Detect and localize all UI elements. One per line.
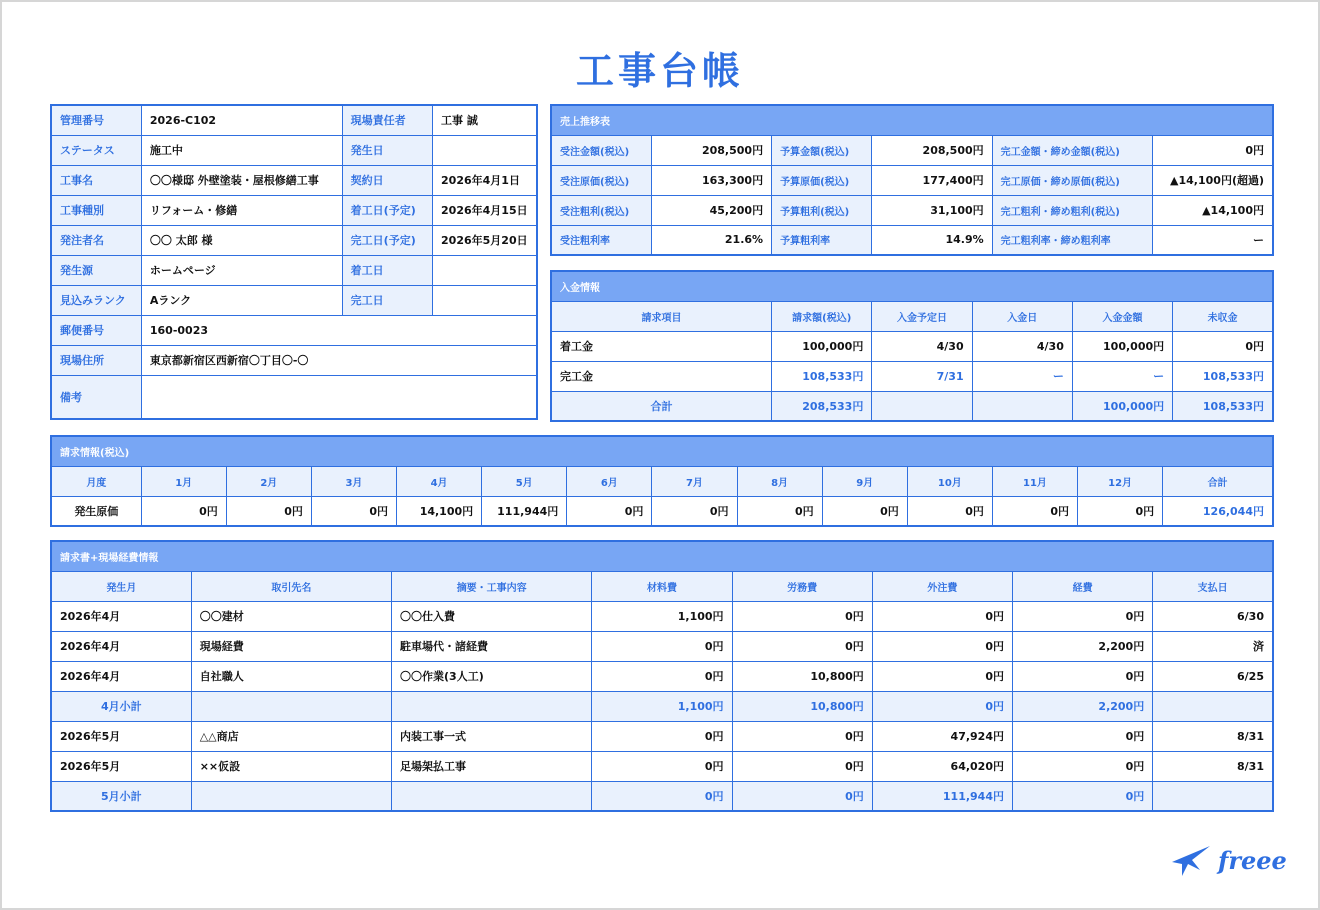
info-value: 工事 誠 bbox=[433, 105, 537, 135]
info-row bbox=[51, 105, 537, 135]
payment-total-cell bbox=[872, 391, 972, 421]
payment-total-row bbox=[551, 391, 1273, 421]
sales-label: 予算粗利(税込) bbox=[772, 195, 872, 225]
expense-cell: 0円 bbox=[592, 751, 732, 781]
info-label: 着工日 bbox=[342, 255, 432, 285]
info-value: 〇〇 太郎 様 bbox=[141, 225, 342, 255]
sales-value: 21.6% bbox=[651, 225, 771, 255]
billing-cell: 111,944円 bbox=[482, 496, 567, 526]
column-header: 材料費 bbox=[592, 571, 732, 601]
expense-cell: 〇〇仕入費 bbox=[392, 601, 592, 631]
expense-cell: 1,100円 bbox=[592, 601, 732, 631]
sales-label: 受注粗利(税込) bbox=[551, 195, 651, 225]
expense-cell: 2026年4月 bbox=[51, 631, 191, 661]
sales-row bbox=[551, 225, 1273, 255]
sales-label: 予算金額(税込) bbox=[772, 135, 872, 165]
expense-cell: 0円 bbox=[1013, 661, 1153, 691]
info-label: 現場責任者 bbox=[342, 105, 432, 135]
expense-cell: 64,020円 bbox=[872, 751, 1012, 781]
info-row bbox=[51, 345, 537, 375]
expense-cell bbox=[1153, 691, 1273, 721]
info-value: 2026年4月1日 bbox=[433, 165, 537, 195]
sales-value: 45,200円 bbox=[651, 195, 771, 225]
expense-cell bbox=[392, 691, 592, 721]
info-row bbox=[51, 225, 537, 255]
payment-cell: 100,000円 bbox=[1072, 331, 1172, 361]
billing-header: 請求情報(税込) bbox=[51, 436, 1273, 466]
info-value bbox=[433, 135, 537, 165]
sales-label: 受注原価(税込) bbox=[551, 165, 651, 195]
sales-value: 31,100円 bbox=[872, 195, 992, 225]
expense-row bbox=[51, 601, 1273, 631]
expense-cell: 0円 bbox=[732, 721, 872, 751]
expenses-column-row bbox=[51, 571, 1273, 601]
sales-value: ▲14,100円(超過) bbox=[1153, 165, 1273, 195]
payment-cell: 0円 bbox=[1173, 331, 1273, 361]
info-value: 2026-C102 bbox=[141, 105, 342, 135]
sales-label: 受注粗利率 bbox=[551, 225, 651, 255]
payment-cell: 108,533円 bbox=[772, 361, 872, 391]
expense-cell: 5月小計 bbox=[51, 781, 191, 811]
sales-label: 完工金額・締め金額(税込) bbox=[992, 135, 1152, 165]
project-info-table bbox=[50, 104, 538, 420]
expense-cell: △△商店 bbox=[191, 721, 391, 751]
sales-label: 完工粗利・締め粗利(税込) bbox=[992, 195, 1152, 225]
expense-cell bbox=[191, 781, 391, 811]
column-header: 6月 bbox=[567, 466, 652, 496]
expense-cell: 6/25 bbox=[1153, 661, 1273, 691]
expense-cell: 2026年5月 bbox=[51, 751, 191, 781]
column-header: 未収金 bbox=[1173, 301, 1273, 331]
expense-cell: 0円 bbox=[1013, 751, 1153, 781]
sales-value: 14.9% bbox=[872, 225, 992, 255]
expense-cell: 0円 bbox=[732, 781, 872, 811]
expense-cell bbox=[1153, 781, 1273, 811]
expense-row bbox=[51, 721, 1273, 751]
expense-cell: 0円 bbox=[872, 631, 1012, 661]
sales-header-row bbox=[551, 105, 1273, 135]
billing-row bbox=[51, 496, 1273, 526]
column-header: 入金日 bbox=[972, 301, 1072, 331]
info-label: 発生日 bbox=[342, 135, 432, 165]
sales-value: ー bbox=[1153, 225, 1273, 255]
column-header: 5月 bbox=[482, 466, 567, 496]
expense-cell: 47,924円 bbox=[872, 721, 1012, 751]
info-label: 発注者名 bbox=[51, 225, 141, 255]
info-value: ホームページ bbox=[141, 255, 342, 285]
sales-value: 208,500円 bbox=[651, 135, 771, 165]
column-header: 支払日 bbox=[1153, 571, 1273, 601]
sales-value: 177,400円 bbox=[872, 165, 992, 195]
expense-cell: 駐車場代・諸経費 bbox=[392, 631, 592, 661]
payment-row bbox=[551, 331, 1273, 361]
payment-total-cell: 108,533円 bbox=[1173, 391, 1273, 421]
expense-cell: 0円 bbox=[732, 601, 872, 631]
column-header: 労務費 bbox=[732, 571, 872, 601]
sales-value: 163,300円 bbox=[651, 165, 771, 195]
column-header: 2月 bbox=[226, 466, 311, 496]
expense-cell: 現場経費 bbox=[191, 631, 391, 661]
billing-cell: 0円 bbox=[992, 496, 1077, 526]
column-header: 3月 bbox=[311, 466, 396, 496]
billing-cell: 0円 bbox=[652, 496, 737, 526]
expense-cell bbox=[191, 691, 391, 721]
payment-cell: 108,533円 bbox=[1173, 361, 1273, 391]
subtotal-row bbox=[51, 781, 1273, 811]
payment-total-cell: 100,000円 bbox=[1072, 391, 1172, 421]
column-header: 10月 bbox=[907, 466, 992, 496]
sales-value: 208,500円 bbox=[872, 135, 992, 165]
expense-row bbox=[51, 661, 1273, 691]
expense-cell: 0円 bbox=[732, 631, 872, 661]
column-header: 入金予定日 bbox=[872, 301, 972, 331]
column-header: 9月 bbox=[822, 466, 907, 496]
info-value: 2026年5月20日 bbox=[433, 225, 537, 255]
expense-cell: 0円 bbox=[1013, 781, 1153, 811]
info-value: リフォーム・修繕 bbox=[141, 195, 342, 225]
billing-header-row bbox=[51, 436, 1273, 466]
sales-label: 完工粗利率・締め粗利率 bbox=[992, 225, 1152, 255]
info-label: 郵便番号 bbox=[51, 315, 141, 345]
sales-value: ▲14,100円 bbox=[1153, 195, 1273, 225]
info-label: 発生源 bbox=[51, 255, 141, 285]
info-row bbox=[51, 315, 537, 345]
expense-cell: 0円 bbox=[592, 781, 732, 811]
info-value: Aランク bbox=[141, 285, 342, 315]
column-header: 7月 bbox=[652, 466, 737, 496]
billing-cell: 0円 bbox=[311, 496, 396, 526]
column-header: 外注費 bbox=[872, 571, 1012, 601]
payment-total-cell: 208,533円 bbox=[772, 391, 872, 421]
expense-cell: 自社職人 bbox=[191, 661, 391, 691]
info-value: 施工中 bbox=[141, 135, 342, 165]
expense-cell: 2026年5月 bbox=[51, 721, 191, 751]
expense-cell: 8/31 bbox=[1153, 721, 1273, 751]
payment-cell: 100,000円 bbox=[772, 331, 872, 361]
info-value: 2026年4月15日 bbox=[433, 195, 537, 225]
billing-cell: 126,044円 bbox=[1163, 496, 1273, 526]
info-row bbox=[51, 195, 537, 225]
expense-cell: 0円 bbox=[732, 751, 872, 781]
column-header: 入金金額 bbox=[1072, 301, 1172, 331]
billing-cell: 0円 bbox=[567, 496, 652, 526]
page-title: 工事台帳 bbox=[575, 49, 744, 93]
billing-column-row bbox=[51, 466, 1273, 496]
payment-cell: 4/30 bbox=[872, 331, 972, 361]
sales-row bbox=[551, 135, 1273, 165]
sales-label: 予算原価(税込) bbox=[772, 165, 872, 195]
payment-header-row bbox=[551, 271, 1273, 301]
column-header: 請求項目 bbox=[551, 301, 772, 331]
info-label: 完工日 bbox=[342, 285, 432, 315]
column-header: 経費 bbox=[1013, 571, 1153, 601]
expense-cell: 0円 bbox=[1013, 721, 1153, 751]
billing-cell: 0円 bbox=[1078, 496, 1163, 526]
expense-cell: 1,100円 bbox=[592, 691, 732, 721]
expense-cell: 足場架払工事 bbox=[392, 751, 592, 781]
info-label: 契約日 bbox=[342, 165, 432, 195]
memo-label: 備考 bbox=[51, 375, 141, 419]
payment-cell: ー bbox=[1072, 361, 1172, 391]
info-label: ステータス bbox=[51, 135, 141, 165]
memo-row bbox=[51, 375, 537, 419]
column-header: 請求額(税込) bbox=[772, 301, 872, 331]
payment-column-row bbox=[551, 301, 1273, 331]
expense-cell: 0円 bbox=[872, 661, 1012, 691]
expense-cell: 0円 bbox=[872, 691, 1012, 721]
billing-cell: 発生原価 bbox=[51, 496, 141, 526]
expense-cell: 0円 bbox=[592, 631, 732, 661]
info-row bbox=[51, 135, 537, 165]
expense-cell: 2026年4月 bbox=[51, 661, 191, 691]
info-label: 完工日(予定) bbox=[342, 225, 432, 255]
info-label: 工事名 bbox=[51, 165, 141, 195]
column-header: 摘要・工事内容 bbox=[392, 571, 592, 601]
expense-cell: 〇〇建材 bbox=[191, 601, 391, 631]
payment-row bbox=[551, 361, 1273, 391]
billing-cell: 0円 bbox=[226, 496, 311, 526]
column-header: 取引先名 bbox=[191, 571, 391, 601]
bird-icon bbox=[1170, 840, 1214, 880]
payment-header: 入金情報 bbox=[551, 271, 1273, 301]
column-header: 4月 bbox=[397, 466, 482, 496]
memo-value bbox=[141, 375, 537, 419]
expense-cell: 10,800円 bbox=[732, 691, 872, 721]
column-header: 合計 bbox=[1163, 466, 1273, 496]
column-header: 12月 bbox=[1078, 466, 1163, 496]
payment-total-cell: 合計 bbox=[551, 391, 772, 421]
expense-cell: 10,800円 bbox=[732, 661, 872, 691]
expense-cell: 4月小計 bbox=[51, 691, 191, 721]
payment-total-cell bbox=[972, 391, 1072, 421]
logo-text: freee bbox=[1218, 845, 1287, 875]
billing-cell: 0円 bbox=[737, 496, 822, 526]
expense-cell: 111,944円 bbox=[872, 781, 1012, 811]
expense-cell: 0円 bbox=[1013, 601, 1153, 631]
info-row bbox=[51, 165, 537, 195]
billing-cell: 0円 bbox=[141, 496, 226, 526]
expense-cell: 0円 bbox=[872, 601, 1012, 631]
billing-cell: 0円 bbox=[907, 496, 992, 526]
info-label: 見込みランク bbox=[51, 285, 141, 315]
expense-cell: 8/31 bbox=[1153, 751, 1273, 781]
sales-table bbox=[550, 104, 1274, 256]
expense-row bbox=[51, 631, 1273, 661]
payment-cell: 7/31 bbox=[872, 361, 972, 391]
info-value bbox=[433, 255, 537, 285]
sales-row bbox=[551, 165, 1273, 195]
expense-cell: 2,200円 bbox=[1013, 631, 1153, 661]
payment-cell: 着工金 bbox=[551, 331, 772, 361]
sales-header: 売上推移表 bbox=[551, 105, 1273, 135]
payment-table bbox=[550, 270, 1274, 422]
info-value bbox=[433, 285, 537, 315]
sales-label: 完工原価・締め原価(税込) bbox=[992, 165, 1152, 195]
expense-cell: 6/30 bbox=[1153, 601, 1273, 631]
freee-logo bbox=[1170, 838, 1300, 882]
expenses-table bbox=[50, 540, 1274, 812]
sales-label: 予算粗利率 bbox=[772, 225, 872, 255]
payment-cell: 完工金 bbox=[551, 361, 772, 391]
info-label: 着工日(予定) bbox=[342, 195, 432, 225]
column-header: 発生月 bbox=[51, 571, 191, 601]
column-header: 8月 bbox=[737, 466, 822, 496]
expense-cell bbox=[392, 781, 592, 811]
expense-cell: ××仮設 bbox=[191, 751, 391, 781]
expense-cell: 0円 bbox=[592, 721, 732, 751]
info-row bbox=[51, 285, 537, 315]
column-header: 1月 bbox=[141, 466, 226, 496]
payment-cell: 4/30 bbox=[972, 331, 1072, 361]
expense-cell: 2,200円 bbox=[1013, 691, 1153, 721]
expense-cell: 2026年4月 bbox=[51, 601, 191, 631]
sales-row bbox=[551, 195, 1273, 225]
sales-label: 受注金額(税込) bbox=[551, 135, 651, 165]
expense-cell: 内装工事一式 bbox=[392, 721, 592, 751]
subtotal-row bbox=[51, 691, 1273, 721]
payment-cell: ー bbox=[972, 361, 1072, 391]
info-value: 東京都新宿区西新宿〇丁目〇-〇 bbox=[141, 345, 537, 375]
expense-cell: 済 bbox=[1153, 631, 1273, 661]
sales-value: 0円 bbox=[1153, 135, 1273, 165]
expenses-header-row bbox=[51, 541, 1273, 571]
expense-cell: 〇〇作業(3人工) bbox=[392, 661, 592, 691]
expenses-header: 請求書+現場経費情報 bbox=[51, 541, 1273, 571]
billing-cell: 0円 bbox=[822, 496, 907, 526]
info-label: 現場住所 bbox=[51, 345, 141, 375]
column-header: 11月 bbox=[992, 466, 1077, 496]
billing-cell: 14,100円 bbox=[397, 496, 482, 526]
info-value: 160-0023 bbox=[141, 315, 537, 345]
expense-row bbox=[51, 751, 1273, 781]
info-row bbox=[51, 255, 537, 285]
info-label: 工事種別 bbox=[51, 195, 141, 225]
expense-cell: 0円 bbox=[592, 661, 732, 691]
info-label: 管理番号 bbox=[51, 105, 141, 135]
column-header: 月度 bbox=[51, 466, 141, 496]
info-value: 〇〇様邸 外壁塗装・屋根修繕工事 bbox=[141, 165, 342, 195]
billing-table bbox=[50, 435, 1274, 527]
